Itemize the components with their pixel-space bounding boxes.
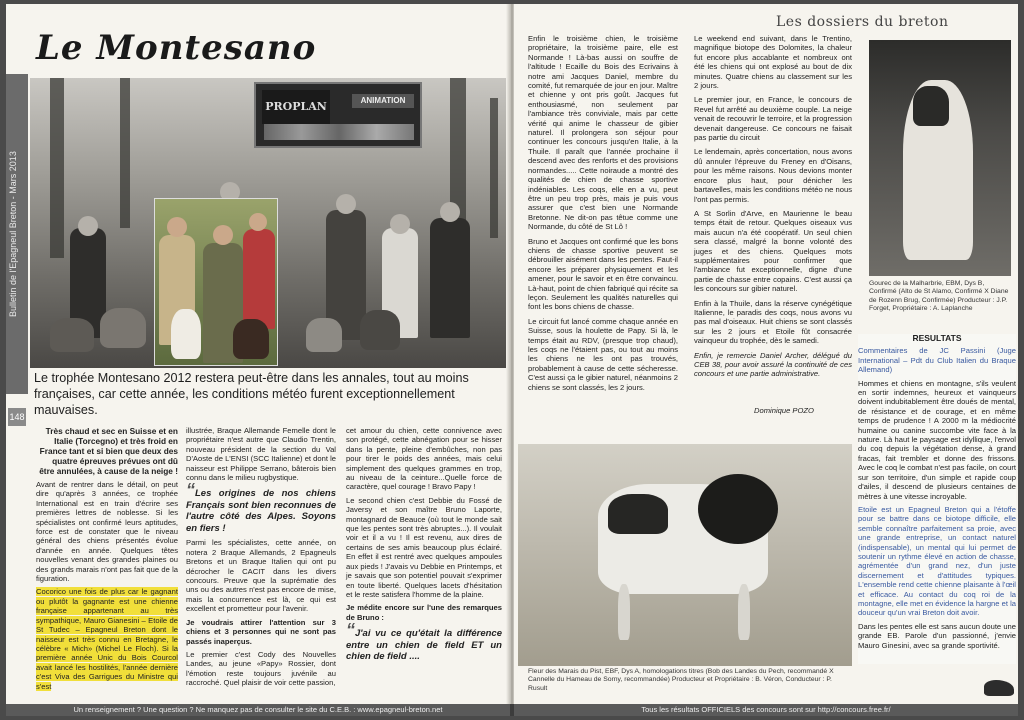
proplan-banner <box>254 82 422 148</box>
dog-portrait-photo <box>869 40 1011 276</box>
side-band-text: Bulletin de l'Epagneul Breton - Mars 2013 <box>8 151 18 317</box>
paragraph: Le premier c'est Cody des Nouvelles Landes, au jeune «Papy» Rossier, dont l'émotion reste toujours juvénile au raccroché. Quel plaisir de voir cette passion, <box>186 649 336 688</box>
paragraph: Parmi les spécialistes, cette année, on notera 2 Braque Allemands, 2 Epagneuls Bretons et un Braque Italien qui ont pu décrocher le CACIT dans les divers concours. Preuve que la suprématie des uns ou des autres n'est pas encore de mise, mais la concurrence est là, ce qui est excellent et prometteur pour l'avenir. <box>186 538 336 614</box>
page-number-left: 148 <box>8 408 26 426</box>
color-inset-photo <box>154 198 278 366</box>
pull-quote: “Les origines de nos chiens Français sont bien reconnues de l'autre côté des Alpes. Soyons en fiers ! <box>186 480 336 534</box>
paragraph: Le weekend end suivant, dans le Trentino, magnifique biotope des Dolomites, la chaleur fut encore plus accablante et nombreux ont été les chiens qui ont explosé au bout de dix minutes. Quatre chiens au classement sur les 2 jours. <box>694 34 852 91</box>
photo-caption-top: Gourec de la Malharbrie, EBM, Dys B, Confirmé (Alto de St Alamo, Confirmé X Diane de Rozenn Brug, Confirmée) Producteur : J.P. Forget, Propriétaire : A. Laplanche <box>869 280 1009 313</box>
results-heading: RESULTATS <box>912 333 962 343</box>
pull-quote: “J'ai vu ce qu'était la différence entre un chien de field ET un chien de field .... <box>346 620 502 663</box>
left-column-1 <box>36 426 178 691</box>
paragraph: Enfin à la Thuile, dans la réserve cynégétique Italienne, le paradis des coqs, nous avons vu pas mal d'oiseaux. Huit chiens se sont classés sur les 2 jours et Etoile fût consacrée vainqueur du trophée, dès le samedi. <box>694 298 852 346</box>
paragraph: cet amour du chien, cette connivence avec son protégé, cette abnégation pour se hisser dans la pente, pleine d'embûches, non pas pour tirer le poids des années, mais celui simplement des quelques grammes en trop, au niveau de la ceinture...Quelle force de caractère, quel courage ! Bravo Papy ! <box>346 426 502 492</box>
right-page <box>514 4 1018 704</box>
footer-left: Un renseignement ? Une question ? Ne manquez pas de consulter le site du C.E.B. : www.epagneul-breton.net <box>6 704 510 716</box>
paragraph: Le premier jour, en France, le concours de Revel fut arrêté au deuxième couple. La neige venait de recouvrir le terroire, et la progression devenait dangereuse. Ce concours ne faisait pas partie du circuit <box>694 95 852 143</box>
section-header: Les dossiers du breton <box>776 14 949 30</box>
magazine-spread <box>6 4 1018 716</box>
article-title: Le Montesano <box>36 28 317 68</box>
paragraph: Le circuit fut lancé comme chaque année en Suisse, sous la houlette de Papy. Si là, le temps était au RDV, (presque trop chaud), les coqs ne l'étaient pas, ou tout au moins les chiens ne les ont pas trouvés, probablement à cause de cette sécheresse. C'est aussi ça le gibier naturel, néanmoins 2 chiens se sont classés, les 2 jours. <box>528 316 678 392</box>
paragraph: Le lendemain, après concertation, nous avons dû annuler l'épreuve du Freney en d'Oisans, pour les même raisons. Nous devions monter encore plus haut, pour dénicher les bartavelles, mais les conditions météo ne nous l'ont pas permis. <box>694 147 852 204</box>
photo-caption-bottom: Fleur des Marais du Pist, EBF, Dys A, homologations titres (Bob des Landes du Pech, recommandé X Cannelle du Hameau de Sorny, recommandée) Producteur et Propriétaire : B. Véron, Conducteur : P. Rusult <box>528 668 834 692</box>
paragraph: Avant de rentrer dans le détail, on peut dire qu'après 3 années, ce trophée International est en train d'écrire ses premières lettres de noblesse. Si les spécialistes ont confirmé leurs aptitudes, force est de constater que le niveau général des chiens présentés évolue d'année en année. Quelques têtes nouvelles venant des grandes plaines ou des grands marais n'ont pas fait que de la figuration. <box>36 480 178 584</box>
left-column-2 <box>186 426 336 688</box>
right-column-1 <box>528 34 678 392</box>
results-intro: Commentaires de JC Passini (Juge International – Pdt du Club Italien du Braque Allemand) <box>858 346 1016 375</box>
left-page <box>6 4 510 704</box>
paragraph: Le second chien c'est Debbie du Fossé de Javersy et son maître Bruno Laporte, montagnard de Beauce (où tout le monde sait que les pentes sont très abruptes...). Il voulait voir et il a vu ! Il est revenu, aux dires de certains de ses amis beaucoup plus éclairé. En effet il est rentré avec quelques ampoules aux pieds ! J'avais vu Debbie en Printemps, et je savais que son potentiel pouvait s'exprimer en toute liberté. Quelques lacets d'hésitation et le reste satisfera l'homme de la plaine. <box>346 495 502 599</box>
lead-paragraph: Le trophée Montesano 2012 restera peut-être dans les annales, tout au moins françaises, car cette année, les conditions météo furent exceptionnellement mauvaises. <box>34 371 469 417</box>
paragraph: A St Sorlin d'Arve, en Maurienne le beau temps était de retour. Quelques oiseaux vus mais aucun n'a été coopératif. Un seul chien sera classé, malgré la bonne volonté des juges et des chiens. Quelques mots supplémentaires pour confirmer que l'ambiance fut exceptionnelle, digne d'une partie de chasse entre copains. C'est aussi ça les concours sur gibier naturel. <box>694 208 852 294</box>
paragraph: Enfin le troisième chien, le troisième propriétaire, la troisième paire, elle est Normande ! Là-bas aussi on souffre de l'altitude ! Ecaille du Bois des Ecrivains à notre ami Jacques Daniel, membre du comité, fut remarquée de jour en jour. Maître et chienne y ont pris goût. Jacques fut enthousiasmé, non seulement par l'ambiance très conviviale, mais par cette vérité qui anime le chasseur de gibier naturel. Il prolongera son séjour pour continuer les concours jusqu'en Italie, à la Thuile. Il paraît que l'année prochaine il descend avec des renforts et des provisions normandes..... Cette noiraude a montré des qualités de chien de chasse sportive indéniables. Les coqs, elle en a vu, peut être un peu trop près, mais je puis vous assurer que c'est bien une Normande Bretonne. Ne dit-on pas têtue comme une Normande, du côté de St Lô ! <box>528 34 678 232</box>
paragraph: Hommes et chiens en montagne, s'ils veulent en sortir indemnes, heureux et vainqueurs doivent indubitablement être doués de mental, de résistance et de courage, et en même temps de prudence ! A 2000 m la médiocrité humaine ou canine succombe vite face à la nature. Là haut le paysage est idyllique, l'envol du coq depuis la végétation dense, à grand fracas, fait trembler et donne des frissons. Avec le coq le combat n'est pas facile, on court sur son territoire, d'un simple et rapide coup d'ailes, il descend de plusieurs centaines de mètres à une vitesse incroyable. <box>858 378 1016 501</box>
thanks-paragraph: Enfin, je remercie Daniel Archer, délégué du CEB 38, pour avoir assuré la continuité de ces concours et une partie administrative. <box>694 350 852 379</box>
banner-tag: ANIMATION <box>352 94 414 108</box>
paragraph: illustrée, Braque Allemande Femelle dont le propriétaire n'est autre que Claudio Trentin, nouveau président de la section du Val D'Aoste de L'ENSI (SCC Italienne) et dont le naisseur est Philippe Serrano, bâterois bien connu dans le milieu rugbystique. <box>186 426 336 483</box>
banner-brand: PROPLAN <box>262 90 330 124</box>
paragraph-winner: Cocorico une fois de plus car le gagnant ou plutôt la gagnante est une chienne française appartenant au très sympathique, Mauro Gianesini – Etoile de St Tudec – Epagneul Breton dont le naisseur est très connu en Bretagne, le célèbre « Mich» (Michel Le Floch). Si la première année Unic du Bois Courcol avait lancé les hostilités, l'année dernière c'est Viva des Garrigues du Ministre qui s'est <box>36 587 178 691</box>
paragraph-etoile: Etoile est un Epagneul Breton qui a l'étoffe pour se battre dans ce biotope difficile, elle semble connaître parfaitement sa proie, avec une grande entreprise, un contact naturel (indispensable), un mental qui lui permet de soutenir un rythme élevé en action de chasse, agrémentée d'un grand nez, d'un juste discernement et d'attitudes typiques. L'ensemble rend cette chienne plaisante à l'œil et efficace. Au contact du coq roi de la montagne, elle met en évidence la hargne et la douceur qu'un vrai Breton doit avoir. <box>858 504 1016 618</box>
results-box <box>858 334 1016 664</box>
paragraph: Bruno et Jacques ont confirmé que les bons chiens de chasse sportive peuvent se débrouiller aisément dans les pentes. Faut-il encore les préparer physiquement et les amener, pour le savoir et en être convaincu. Là-haut, point de chien fabriqué qui récite sa leçon. Seulement les qualités naturelles qui font les bons chiens de chasse. <box>528 236 678 312</box>
dog-silhouette-icon <box>984 680 1014 696</box>
intro-paragraph: Très chaud et sec en Suisse et en Italie (Torcegno) et très froid en France tant et si bien que deux des quatre épreuves prévues ont dû être annulées, à cause de la neige ! <box>39 426 178 476</box>
paragraph: Je voudrais attirer l'attention sur 3 chiens et 3 personnes qui ne sont pas passés inaperçus. <box>186 617 336 646</box>
paragraph: Dans les pentes elle est sans aucun doute une grande EB. Parole d'un passionné, j'envie Mauro Ginesini, avec sa grande sportivité. <box>858 621 1016 650</box>
author-signature: Dominique POZO <box>754 406 814 415</box>
left-column-3 <box>346 426 502 667</box>
footer-right: Tous les résultats OFFICIELS des concours sont sur http://concours.free.fr/ <box>514 704 1018 716</box>
paragraph: Je médite encore sur l'une des remarques de Bruno : <box>346 603 502 622</box>
dog-standing-photo <box>518 444 852 666</box>
right-column-2 <box>694 34 852 379</box>
